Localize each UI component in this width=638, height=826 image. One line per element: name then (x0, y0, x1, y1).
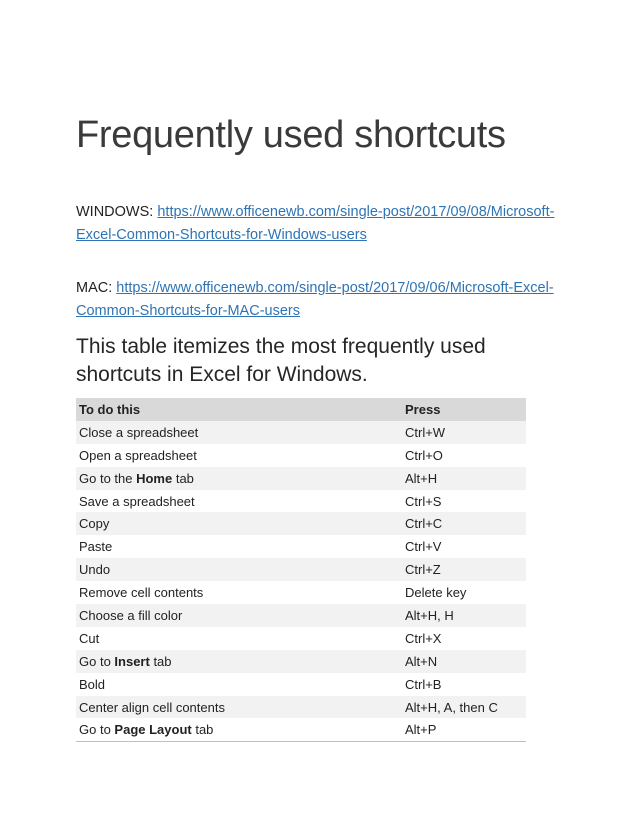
mac-link-block (76, 277, 556, 323)
table-row (76, 650, 526, 673)
action-bold-text: Home (136, 470, 173, 486)
action-text: Bold (79, 676, 106, 692)
keys-cell: Ctrl+B (399, 673, 526, 696)
shortcuts-table (76, 398, 526, 742)
table-row (76, 604, 526, 627)
table-header-row (76, 398, 526, 421)
table-row (76, 581, 526, 604)
action-cell (76, 467, 399, 490)
keys-cell: Alt+H (399, 467, 526, 490)
action-cell (76, 512, 399, 535)
action-text: Remove cell contents (79, 585, 204, 601)
table-row (76, 490, 526, 513)
action-text: Undo (79, 562, 111, 578)
action-text: Paste (79, 539, 113, 555)
table-row (76, 444, 526, 467)
keys-cell: Alt+P (399, 718, 526, 741)
header-press: Press (399, 398, 526, 421)
action-cell (76, 604, 399, 627)
action-text: Open a spreadsheet (79, 447, 197, 463)
windows-label: WINDOWS: (76, 204, 158, 220)
keys-cell: Ctrl+C (399, 512, 526, 535)
header-to-do-this: To do this (76, 398, 399, 421)
keys-cell: Ctrl+Z (399, 558, 526, 581)
action-text: Go to (79, 653, 115, 669)
action-cell (76, 421, 399, 444)
action-cell (76, 535, 399, 558)
table-row (76, 696, 526, 719)
table-row (76, 627, 526, 650)
action-text: Close a spreadsheet (79, 424, 199, 440)
keys-cell: Ctrl+W (399, 421, 526, 444)
action-text: Cut (79, 630, 100, 646)
action-text: Center align cell contents (79, 699, 225, 715)
keys-cell: Ctrl+S (399, 490, 526, 513)
action-cell (76, 581, 399, 604)
mac-shortcuts-link[interactable]: https://www.officenewb.com/single-post/2017/09/06/Microsoft-Excel-Common-Shortcuts-for-MAC-users (76, 280, 554, 319)
page-title: Frequently used shortcuts (76, 114, 506, 156)
action-text: Choose a fill color (79, 607, 183, 623)
table-row (76, 673, 526, 696)
action-text-suffix: tab (191, 722, 214, 738)
keys-cell: Alt+H, H (399, 604, 526, 627)
action-bold-text: Page Layout (114, 722, 192, 738)
action-bold-text: Insert (114, 653, 150, 669)
action-text: Go to the (79, 470, 137, 486)
action-cell (76, 696, 399, 719)
action-cell (76, 627, 399, 650)
action-cell (76, 490, 399, 513)
action-cell (76, 558, 399, 581)
action-text-suffix: tab (149, 653, 172, 669)
keys-cell: Ctrl+X (399, 627, 526, 650)
table-row (76, 558, 526, 581)
mac-label: MAC: (76, 280, 117, 296)
windows-link-block (76, 201, 556, 247)
action-text-suffix: tab (172, 470, 194, 486)
action-cell (76, 444, 399, 467)
action-text: Save a spreadsheet (79, 493, 195, 509)
table-row (76, 421, 526, 444)
keys-cell: Delete key (399, 581, 526, 604)
table-row (76, 467, 526, 490)
keys-cell: Alt+N (399, 650, 526, 673)
action-text: Copy (79, 516, 110, 532)
keys-cell: Alt+H, A, then C (399, 696, 526, 719)
keys-cell: Ctrl+O (399, 444, 526, 467)
table-row (76, 718, 526, 741)
table-row (76, 512, 526, 535)
intro-heading: This table itemizes the most frequently used shortcuts in Excel for Windows. (76, 335, 486, 386)
action-cell (76, 718, 399, 741)
action-cell (76, 673, 399, 696)
windows-shortcuts-link[interactable]: https://www.officenewb.com/single-post/2017/09/08/Microsoft-Excel-Common-Shortcuts-for-Windows-users (76, 204, 555, 243)
table-row (76, 535, 526, 558)
action-cell (76, 650, 399, 673)
action-text: Go to (79, 722, 115, 738)
keys-cell: Ctrl+V (399, 535, 526, 558)
